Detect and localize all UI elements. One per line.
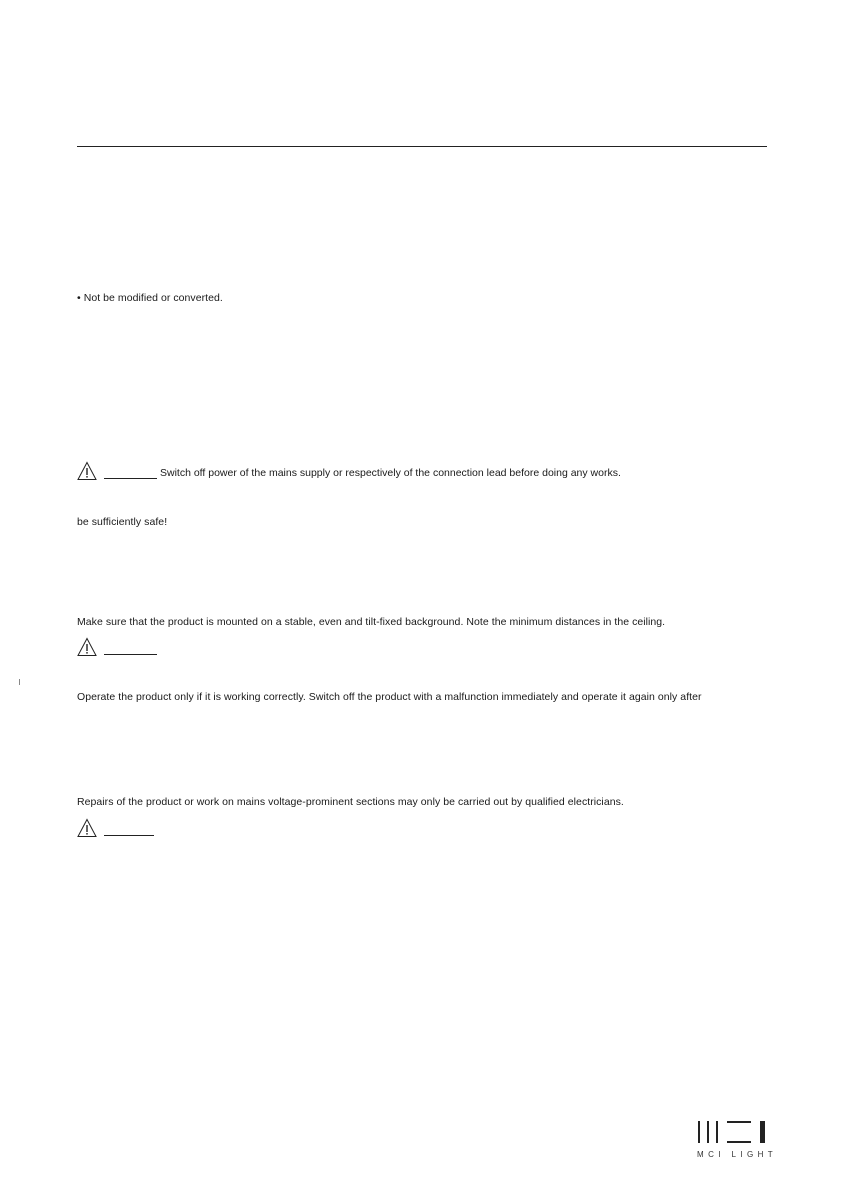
- mci-light-logo: [697, 1120, 778, 1162]
- warning-triangle-icon: [77, 818, 97, 838]
- warning-triangle-icon: [77, 461, 97, 481]
- warning-row-2: [77, 637, 177, 657]
- warning-label-line: [104, 478, 157, 479]
- text-switch-off: Switch off power of the mains supply or respectively of the connection lead before doing any works.: [160, 467, 621, 479]
- warning-row-1: [77, 461, 777, 481]
- text-sufficiently-safe: be sufficiently safe!: [77, 516, 168, 528]
- header-divider: [77, 146, 767, 147]
- logo-mark-icon: [697, 1120, 769, 1144]
- warning-row-3: [77, 818, 177, 838]
- logo-wordmark: MCI LIGHT: [697, 1150, 778, 1159]
- warning-triangle-icon: [77, 637, 97, 657]
- text-not-modified: • Not be modified or converted.: [77, 292, 223, 304]
- margin-mark: [19, 679, 20, 685]
- warning-label-line: [104, 835, 154, 836]
- warning-label-line: [104, 654, 157, 655]
- text-repairs: Repairs of the product or work on mains voltage-prominent sections may only be carried out by qualified electricians.: [77, 796, 624, 808]
- text-operate: Operate the product only if it is working correctly. Switch off the product with a malfunction immediately and operate it again only after: [77, 691, 702, 703]
- text-mounted: Make sure that the product is mounted on a stable, even and tilt-fixed background. Note the minimum distances in the ceiling.: [77, 616, 666, 628]
